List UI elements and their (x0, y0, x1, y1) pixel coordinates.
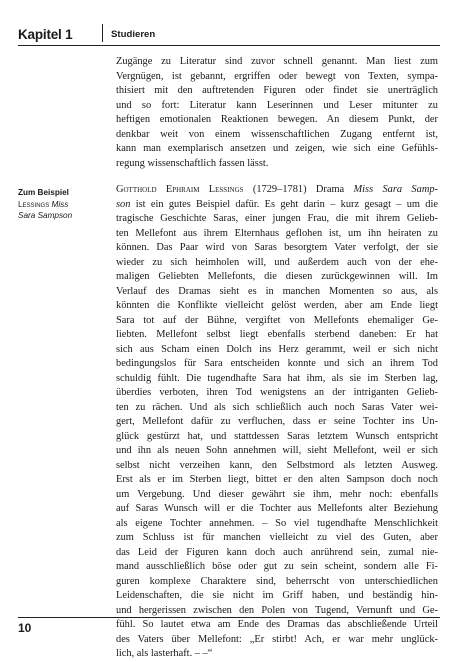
paragraph-line: als eigene Tochter annehmen. – So viel tugendhafte Menschlichkeit (116, 517, 438, 529)
line-text: ist ein gutes Beispiel dafür. Es geht darin – kurz gesagt – um die (130, 198, 438, 210)
header-separator (102, 24, 103, 42)
margin-note-work-1: Miss (51, 199, 69, 209)
paragraph-line: und ihn als neuen Sohn annehmen will, sieht Mellefont, weil er sich (116, 445, 438, 456)
paragraph-line: Vergnügen, ist gebannt, ergriffen oder bewegt von Texten, sympa- (116, 70, 438, 82)
paragraph-line: ten zu rächen. Und als sich schließlich auch noch Saras Vater wei- (116, 401, 438, 413)
paragraph-line: schuldig fühlt. Die tugendhafte Sara hat ihm, als sie im Sterben lag, (116, 372, 438, 384)
paragraph-line: zum Schluss ist für manchen vielleicht zu viel des Guten, aber (116, 532, 438, 543)
paragraph-line: und so fort: Literatur kann Leserinnen und Leser mitunter zu (116, 99, 438, 111)
paragraph-line: können. Das Paar wird von Saras besorgtem Vater verfolgt, der sie (116, 242, 438, 253)
paragraph-line: Sara tot auf der Bühne, vergiftet von Mellefonts ehemaliger Ge- (116, 314, 438, 326)
margin-note-title: Zum Beispiel (18, 188, 69, 197)
paragraph-line: thisiert mit den auftretenden Figuren oder findet sie unerträglich (116, 85, 438, 96)
work-title-2: son (116, 198, 131, 210)
paragraph-line: glück gestürzt hat, und stattdessen Saras letztem Wunsch entspricht (116, 430, 438, 442)
paragraph-line: selbst nicht verzeihen kann, den Selbstmord als letzten Ausweg. (116, 459, 438, 471)
paragraph-line: das Leid der Figuren kann doch auch anrührend sein, zumal nie- (116, 546, 438, 558)
chapter-label: Kapitel 1 (18, 27, 73, 42)
paragraph-line: mand ausschließlich böse oder gut zu sein scheint, sondern alle Fi- (116, 561, 438, 572)
paragraph-line: bedingungslos für Sara entscheiden konnte und sich an ihrem Tod (116, 358, 438, 369)
paragraph-line: lich, als lasterhaft. – –“ (116, 648, 213, 659)
paragraph-line: wieder zu sich heimholen will, und außerdem auch von der ehe- (116, 256, 438, 268)
paragraph-line: fühl. So lautet etwa am Ende des Dramas das abschließende Urteil (116, 619, 438, 630)
paragraph-line: gert, Mellefont dafür zu verfluchen, dass er seine Tochter ins Un- (116, 416, 438, 427)
paragraph-line: tragische Geschichte Saras, einer jungen Frau, die mit ihrem Gelieb- (116, 213, 438, 224)
paragraph-line: auf Saras Wunsch will er die Tochter aus Mellefonts alter Beziehung (116, 503, 438, 514)
paragraph-line: des Vaters über Mellefont: „Er stirbt! Ach, er war mehr unglück- (116, 633, 438, 645)
paragraph-line: liebten. Mellefont selbst liegt ebenfalls sterbend daneben: Er hat (116, 329, 438, 340)
paragraph-line: überdies verboten, ihren Tod wenigstens an der intriganten Gelieb- (116, 387, 438, 398)
page-number: 10 (18, 621, 32, 635)
margin-note-subject (18, 199, 110, 211)
work-title-1: Miss Sara Samp- (353, 184, 438, 195)
paragraph-line: und hergerissen zwischen den Polen von Tugend, Vernunft und Ge- (116, 604, 438, 616)
paragraph-line: sich aus Scham einen Dolch ins Herz gerammt, weil er sich nicht (116, 343, 438, 355)
paragraph-line: ten Mellefont aus ihrem Elternhaus geflohen ist, um ihn heiraten zu (116, 227, 438, 239)
margin-note-author: Lessings (18, 199, 50, 209)
author-years: (1729–1781) Drama (243, 184, 354, 195)
paragraph-line: Erst als er im Sterben liegt, bittet er den alten Sampson doch noch (116, 474, 438, 485)
paragraph-line: Verlauf des Dramas sieht es in manchen Momenten so aus, als (116, 285, 438, 297)
paragraph-intro (116, 55, 438, 171)
paragraph-line: regung wissenschaftlich fassen lässt. (116, 157, 269, 169)
paragraph-line (116, 198, 438, 213)
footer-rule (18, 617, 440, 618)
paragraph-line: denkbar weit von einem wissenschaftlichen Zugang entfernt ist, (116, 128, 438, 140)
paragraph-line: heftigen emotionalen Reaktionen bewegen. An diesem Punkt, der (116, 114, 438, 125)
header-rule (18, 45, 440, 46)
page-header (0, 0, 458, 46)
paragraph-line: maligen Geliebten Mellefonts, die diesen zurückgewinnen will. Im (116, 271, 438, 282)
margin-note-work-2: Sara Sampson (18, 211, 73, 220)
paragraph-line: kann man exemplarisch ansetzen und zeigen, wie sich eine Gefühls- (116, 143, 438, 154)
paragraph-line: um Vergebung. Und dieser gewährt sie ihm, mehr noch: ebenfalls (116, 488, 438, 500)
paragraph-line: könnten die Konflikte vielleicht gelöst werden, aber am Ende liegt (116, 300, 438, 311)
paragraph-line: Leidenschaften, die sie nicht im Griff haben, und beständig hin- (116, 590, 438, 601)
paragraph-line: Zugänge zu Literatur sind zuvor schnell genannt. Man liest zum (116, 56, 438, 67)
section-label: Studieren (111, 29, 156, 40)
paragraph-line (116, 183, 438, 198)
author-name: Gotthold Ephraim Lessings (116, 184, 244, 195)
margin-note (18, 187, 110, 222)
paragraph-example (116, 183, 438, 662)
paragraph-line: guren komplexe Charaktere sind, beherrscht von unterschiedlichen (116, 575, 438, 587)
